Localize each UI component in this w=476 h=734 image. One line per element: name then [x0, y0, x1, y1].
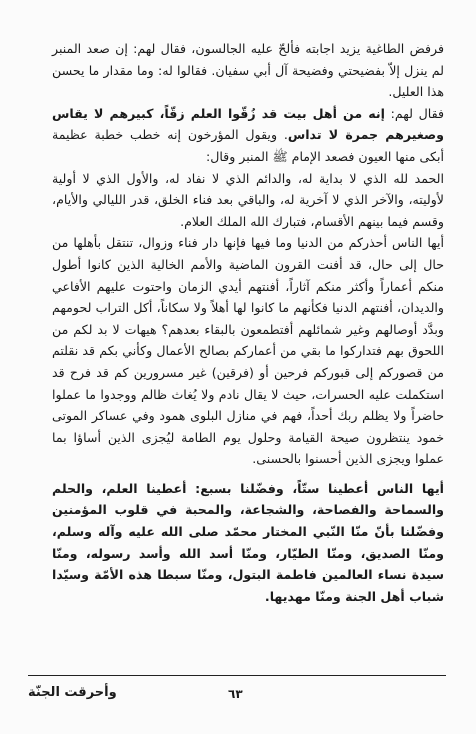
paragraph-sermon-lead: فقال لهم: [384, 105, 444, 121]
paragraph-sermon-intro [52, 103, 444, 168]
page-body [52, 38, 444, 607]
quote-emphasis: إنه من أهل بيت قد زُقّوا العلم زقّاً، كبيرهم لا يقاس وصغيرهم جمرة لا تداس [52, 105, 444, 143]
page-number: ٦٣ [228, 687, 243, 701]
paragraph-sermon-tail: . ويقول المؤرخون إنه خطب خطبة عظيمة أبكى منها العيون فصعد الإمام ﷺ المنبر وقال: [52, 127, 444, 164]
paragraph-praise: الحمد لله الذي لا بداية له، والدائم الذي لا نفاد له، والأول الذي لا أولية لأوليته، والآخر الذي لا آخرية له، والباقي بعد فناء الخلق، قدر الليالي والأيام، وقسم فيما بينهم الأقسام، فتبارك الله الملك العلام. [52, 170, 444, 229]
footer-divider [28, 675, 446, 676]
book-title: وأحرقت الجنّة [28, 685, 117, 700]
paragraph-virtues: أيها الناس أعطينا ستّاً، وفضّلنا بسبع: أعطينا العلم، والحلم والسماحة والفصاحة، والشجاعة، والمحبة في قلوب المؤمنين وفضّلنا بأنّ منّا النّبي المختار محمّد صلى الله عليه وآله وسلم، ومنّا الصديق، ومنّا الطيّار، ومنّا أسد الله وأسد رسوله، ومنّا سيدة نساء العالمين فاطمة البتول، ومنّا سبطا هذه الأمّة وسيّدا شباب أهل الجنة ومنّا مهديها. [52, 480, 444, 604]
paragraph-warning: أيها الناس أحذركم من الدنيا وما فيها فإنها دار فناء وزوال، تنتقل بأهلها من حال إلى حال، قد أفنت القرون الماضية والأمم الخالية الذين كانوا أطول منكم أعماراً وأكثر منكم آثاراً، أفنتهم أيدي الزمان واحتوت عليهم الأفاعي والديدان، أفنتهم الدنيا فكأنهم ما كانوا لها أهلاً ولا سكاناً، أكل التراب لحومهم وبدَّد أوصالهم وغير شمائلهم أفتطمعون بالبقاء بعدهم؟ هيهات لا بد لكم من اللحوق بهم فتداركوا ما بقي من أعماركم بصالح الأعمال وكأني بكم قد نقلتم من قصوركم إلى قبوركم فرحين أو (فرقين) غير مسرورين كم قد فرح قد استكملت عليه الحسرات، حيث لا يقال نادم ولا يُغاث ظالم ووجدوا ما عملوا حاضراً ولا يظلم ربك أحداً، فهم في منازل البلوى همود وفي عساكر الموتى خمود ينتظرون صيحة القيامة وحلول يوم الطامة ليُجزى الذين أساؤا بما عملوا ويجزى الذين أحسنوا بالحسنى. [52, 235, 444, 467]
page-footer [28, 683, 446, 707]
paragraph-intro: فرفض الطاغية يزيد اجابته فألحّ عليه الجالسون، فقال لهم: إن صعد المنبر لم ينزل إلاّ بفضيحتي وفضيحة آل أبي سفيان. فقالوا له: وما مقدار ما يحسن هذا العليل. [52, 41, 444, 100]
